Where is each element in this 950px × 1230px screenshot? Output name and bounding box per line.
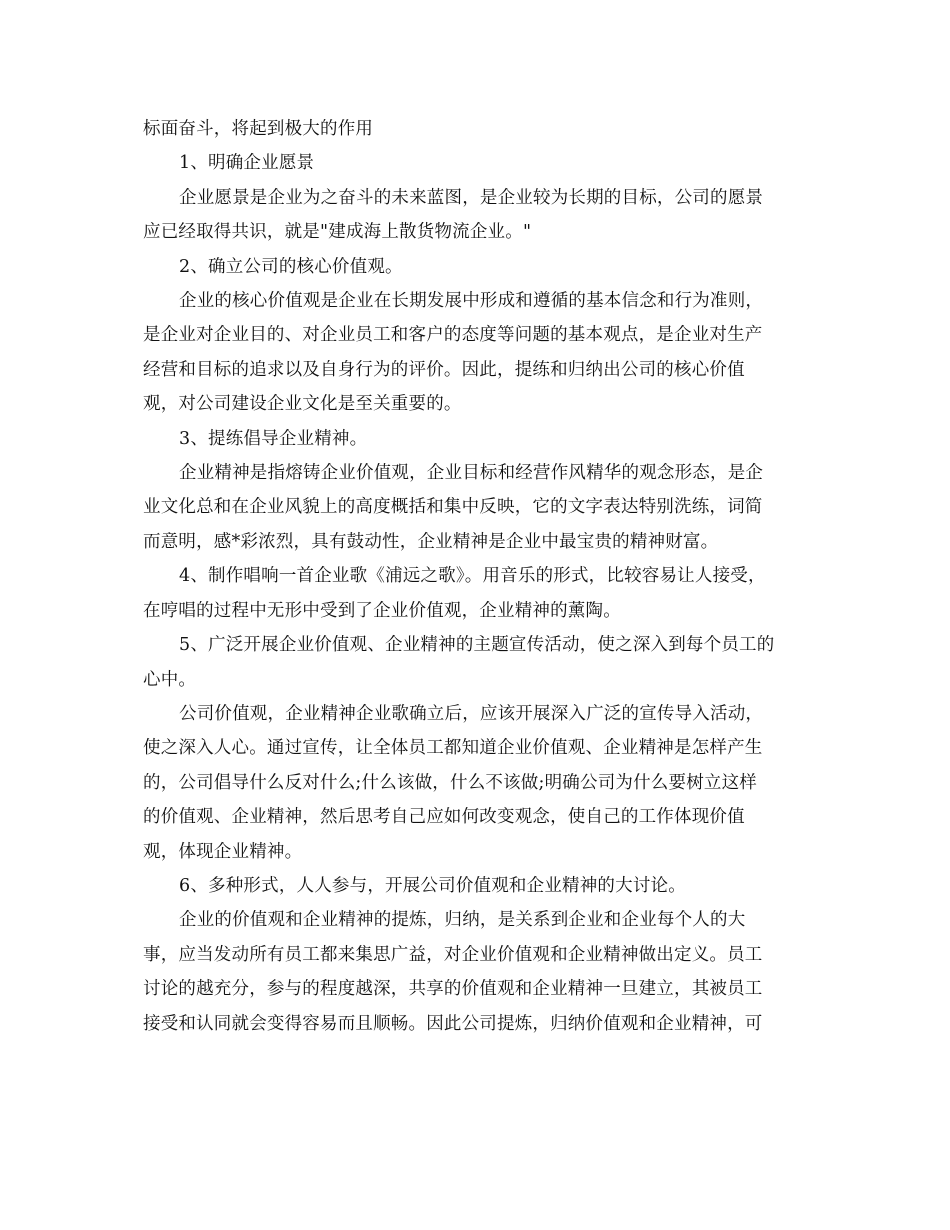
text-line: 在哼唱的过程中无形中受到了企业价值观，企业精神的薰陶。 [143, 600, 621, 621]
text-line: 企业精神是指熔铸企业价值观，企业目标和经营作风精华的观念形态，是企 [179, 463, 764, 484]
text-line: 企业的价值观和企业精神的提炼，归纳，是关系到企业和企业每个人的大 [179, 910, 746, 931]
text-line: 5、广泛开展企业价值观、企业精神的主题宣传活动，使之深入到每个员工的 [179, 635, 775, 656]
text-line: 而意明，感*彩浓烈，具有鼓动性，企业精神是企业中最宝贵的精神财富。 [143, 531, 719, 552]
text-line: 标面奋斗，将起到极大的作用 [143, 119, 374, 139]
text-line: 应已经取得共识，就是"建成海上散货物流企业。" [143, 222, 532, 243]
text-line: 2、确立公司的核心价值观。 [179, 256, 403, 277]
text-line: 公司价值观，企业精神企业歌确立后，应该开展深入广泛的宣传导入活动， [179, 703, 764, 724]
text-line: 的价值观、企业精神，然后思考自己应如何改变观念，使自己的工作体现价值 [143, 807, 745, 828]
text-line: 1、明确企业愿景 [179, 153, 315, 174]
text-line: 3、提练倡导企业精神。 [179, 428, 368, 449]
text-line: 接受和认同就会变得容易而且顺畅。因此公司提炼，归纳价值观和企业精神，可 [143, 1013, 763, 1034]
text-line: 是企业对企业目的、对企业员工和客户的态度等问题的基本观点，是企业对生产 [143, 325, 763, 346]
text-line: 讨论的越充分，参与的程度越深，共享的价值观和企业精神一旦建立，其被员工 [143, 979, 763, 1000]
text-line: 企业的核心价值观是企业在长期发展中形成和遵循的基本信念和行为准则， [179, 291, 764, 312]
text-line: 的，公司倡导什么反对什么;什么该做，什么不该做;明确公司为什么要树立这样 [143, 772, 757, 793]
text-line: 使之深入人心。通过宣传，让全体员工都知道企业价值观、企业精神是怎样产生 [143, 738, 763, 759]
text-line: 心中。 [143, 669, 197, 690]
text-line: 企业愿景是企业为之奋斗的未来蓝图，是企业较为长期的目标，公司的愿景 [179, 187, 764, 208]
document-body [143, 112, 813, 1041]
text-line: 4、制作唱响一首企业歌《浦远之歌》。用音乐的形式，比较容易让人接受， [179, 566, 766, 587]
text-line: 观，体现企业精神。 [143, 841, 303, 862]
text-line: 事，应当发动所有员工都来集思广益，对企业价值观和企业精神做出定义。员工 [143, 944, 763, 965]
text-line: 观，对公司建设企业文化是至关重要的。 [143, 394, 462, 415]
text-line: 6、多种形式，人人参与，开展公司价值观和企业精神的大讨论。 [179, 875, 686, 896]
text-line: 经营和目标的追求以及自身行为的评价。因此，提练和归纳出公司的核心价值 [143, 359, 745, 380]
text-line: 业文化总和在企业风貌上的高度概括和集中反映，它的文字表达特别洗练，词简 [143, 497, 763, 518]
